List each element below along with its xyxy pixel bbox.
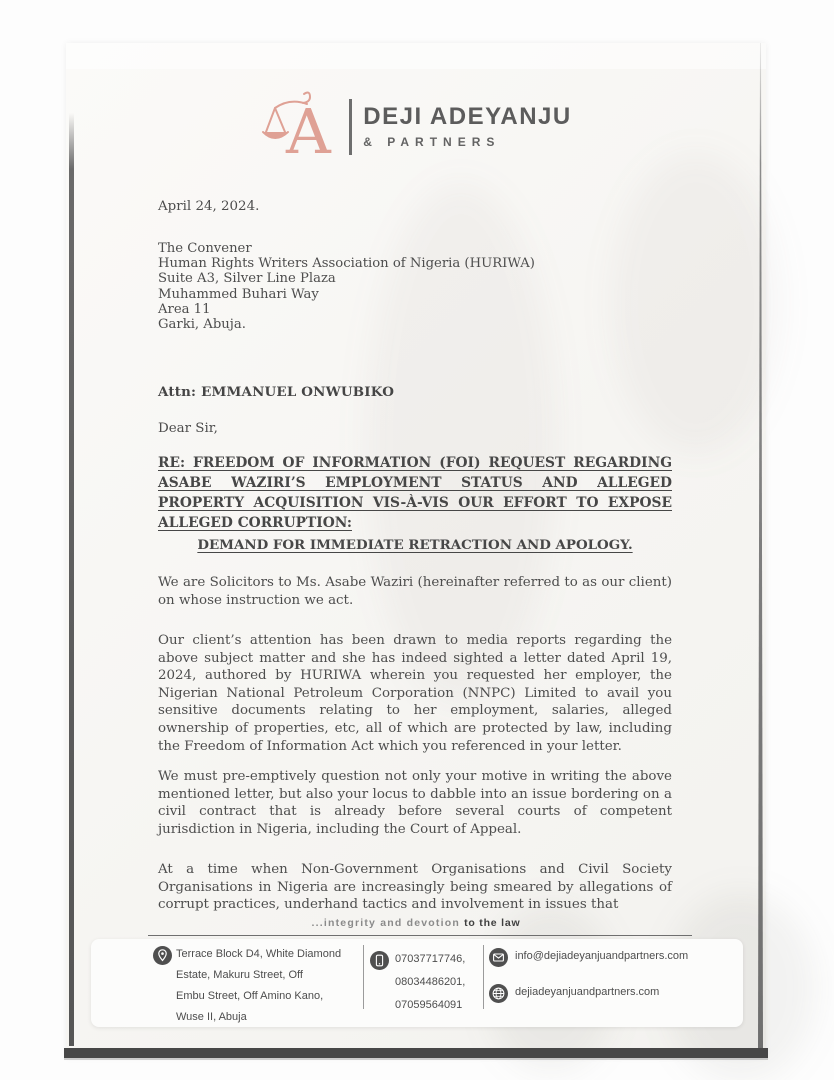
monogram-letter: A [286,95,332,161]
paragraph: We are Solicitors to Ms. Asabe Waziri (hereinafter referred to as our client) on whose instruction we act. [158,575,672,608]
recipient-line: Suite A3, Silver Line Plaza [158,271,336,287]
address-line: Embu Street, Off Amino Kano, [176,990,324,1002]
letterhead [66,87,766,166]
scan-edge-right [758,43,763,1048]
office-address [176,944,361,1028]
recipient-line: Human Rights Writers Association of Nigeria (HURIWA) [158,256,535,272]
recipient-line: Garki, Abuja. [158,317,246,333]
address-line: Terrace Block D4, White Diamond [176,948,342,960]
recipient-line: Muhammed Buhari Way [158,286,319,302]
recipient-address [158,241,672,332]
scan-edge-left [69,113,74,1046]
attention-line: Attn: EMMANUEL ONWUBIKO [158,384,395,400]
logo-divider [349,99,352,155]
firm-tagline [66,917,766,929]
recipient-line: Area 11 [158,301,211,317]
phone-line: 08034486201, [395,976,466,988]
tagline-bold: to the law [464,917,521,929]
letter-page [66,43,766,1058]
phone-line: 07037717746, [395,953,466,965]
scan-light-strip [66,43,766,69]
recipient-line: The Convener [158,241,252,256]
salutation: Dear Sir, [158,421,218,436]
firm-suffix: & PARTNERS [363,134,501,149]
website-url: dejiadeyanjuandpartners.com [515,986,660,998]
footer-column-divider [483,945,484,1009]
location-pin-icon [153,946,172,965]
email-address: info@dejiadeyanjuandpartners.com [515,950,689,962]
footer-divider-rule [148,935,692,936]
footer-column-divider [363,945,364,1009]
firm-logo [260,87,571,166]
scan-edge-bottom [64,1048,768,1058]
tagline-regular: ...integrity and devotion [311,917,465,929]
letter-date: April 24, 2024. [158,199,260,214]
footer-contact-card [91,939,743,1027]
logo-text [363,104,571,148]
globe-icon [489,984,508,1003]
paragraph: At a time when Non-Government Organisations and Civil Society Organisations in Nigeria are increasingly being smeared by allegations of corrupt practices, underhand tactics and involvement in issues that [158,862,672,913]
phone-numbers [395,948,485,1017]
firm-name: DEJI ADEYANJU [363,103,572,131]
address-line: Estate, Makuru Street, Off [176,969,303,981]
phone-line: 07059564091 [395,999,463,1011]
paragraph: We must pre-emptively question not only your motive in writing the above mentioned letter, but also your locus to dabble into an issue bordering on a civil contract that is already before several courts of competent jurisdiction in Nigeria, including the Court of Appeal. [158,769,672,837]
scales-of-justice-icon [260,87,338,166]
paragraph: Our client’s attention has been drawn to media reports regarding the above subject matter and she has indeed sighted a letter dated April 19, 2024, authored by HURIWA wherein you requested her employer, the Nigerian National Petroleum Corporation (NNPC) Limited to avail you sensitive documents relating to her employment, salaries, alleged ownership of properties, etc, all of which are protected by law, including the Freedom of Information Act which you referenced in your letter. [158,633,672,754]
address-line: Wuse II, Abuja [176,1011,247,1023]
demand-heading: DEMAND FOR IMMEDIATE RETRACTION AND APOLOGY. [197,537,633,553]
email-icon [489,948,508,967]
phone-icon [370,951,389,970]
subject-heading: RE: FREEDOM OF INFORMATION (FOI) REQUEST REGARDING ASABE WAZIRI’S EMPLOYMENT STATUS AND ALLEGED PROPERTY ACQUISITION VIS-À-VIS OUR EFFORT TO EXPOSE ALLEGED CORRUPTION: [158,455,672,531]
